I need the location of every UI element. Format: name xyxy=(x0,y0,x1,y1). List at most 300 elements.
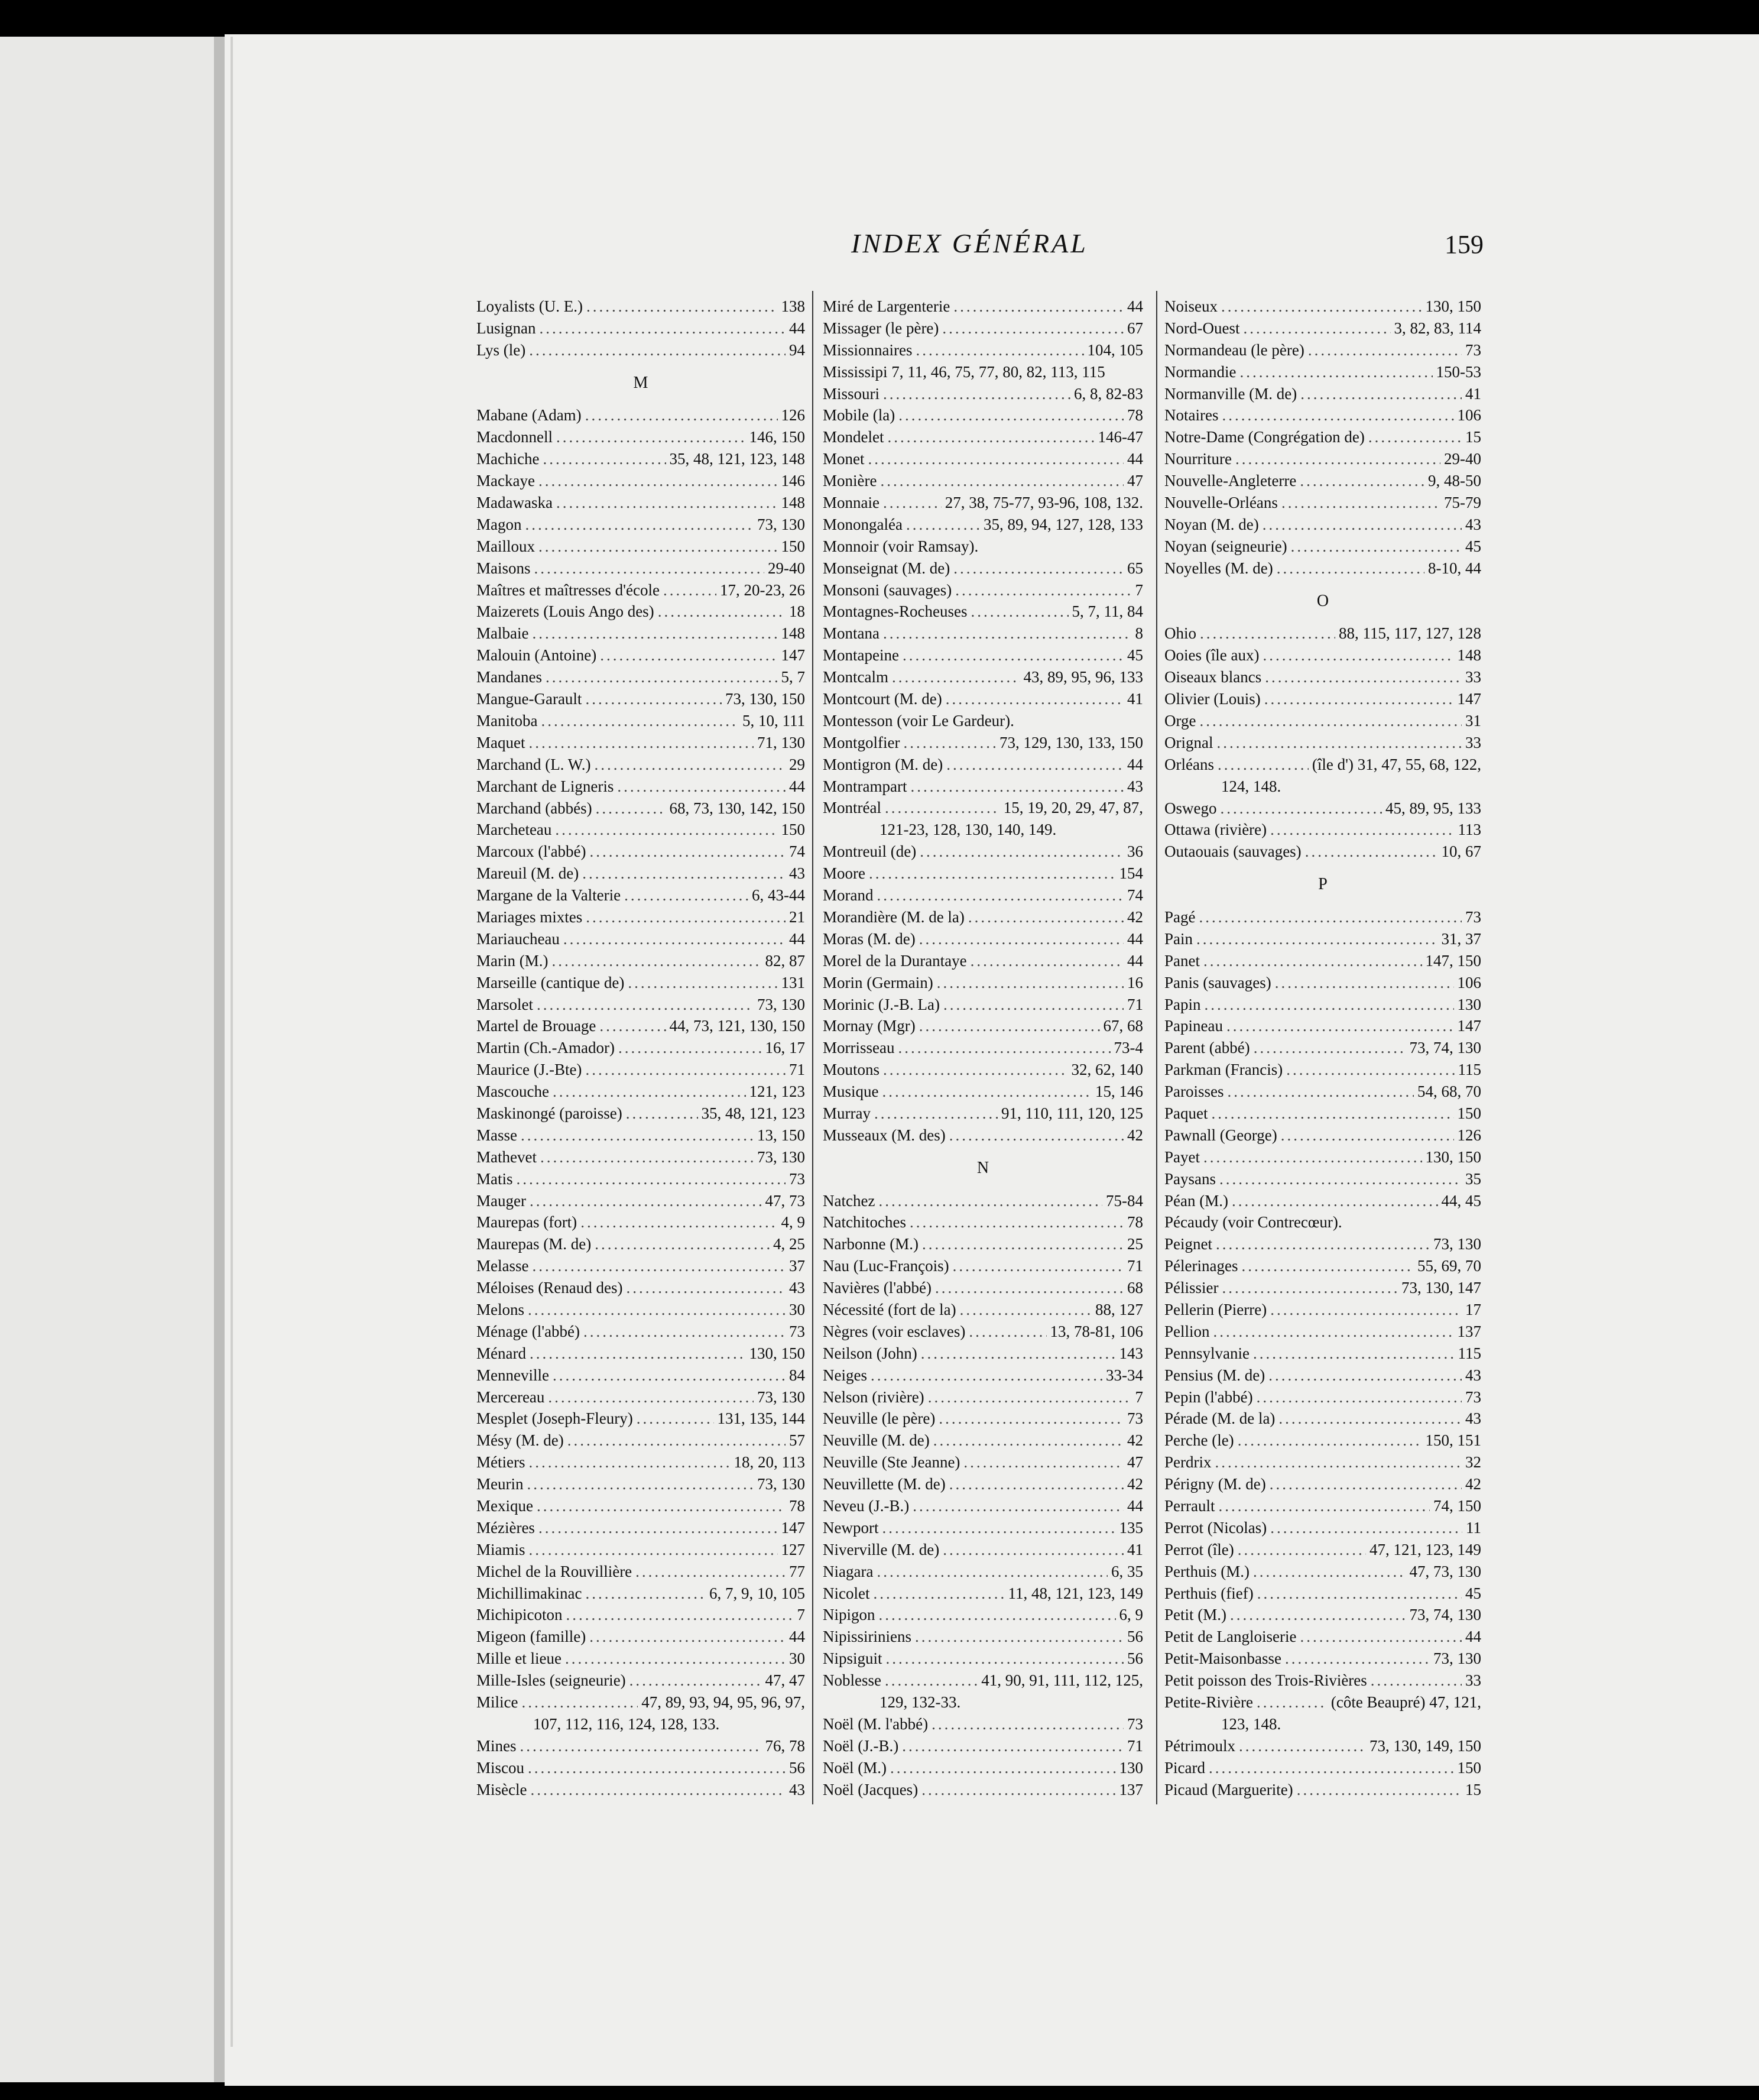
index-entry xyxy=(823,601,1143,623)
leader-dots xyxy=(1219,1168,1462,1190)
index-entry xyxy=(823,797,1143,819)
index-entry xyxy=(1164,666,1481,688)
entry-term: Meurin xyxy=(476,1475,524,1493)
index-entry xyxy=(823,1495,1143,1517)
index-entry xyxy=(823,884,1143,906)
entry-pages: 75-84 xyxy=(1106,1191,1143,1210)
index-entry xyxy=(476,1648,805,1670)
entry-term: Noblesse xyxy=(823,1671,881,1690)
entry-pages: 47, 121, 123, 149 xyxy=(1369,1540,1481,1558)
index-entry xyxy=(476,754,805,776)
leader-dots xyxy=(1300,1626,1462,1648)
entry-term: Mandanes xyxy=(476,668,542,686)
entry-term: Neiges xyxy=(823,1366,867,1384)
entry-pages: 68 xyxy=(1127,1279,1143,1297)
leader-dots xyxy=(1221,296,1422,317)
entry-term: Noël (M.) xyxy=(823,1758,887,1777)
leader-dots xyxy=(585,1583,706,1605)
index-entry xyxy=(1164,383,1481,405)
entry-term: Orge xyxy=(1164,711,1196,730)
entry-pages: 33 xyxy=(1465,733,1481,751)
leader-dots xyxy=(946,688,1124,710)
entry-term: Misècle xyxy=(476,1780,527,1798)
leader-dots xyxy=(1199,906,1462,928)
entry-term: Margane de la Valterie xyxy=(476,886,621,905)
leader-dots xyxy=(1257,1386,1462,1408)
entry-pages: 126 xyxy=(781,406,805,424)
index-entry xyxy=(476,1059,805,1081)
entry-term: Maisons xyxy=(476,559,531,577)
book-gutter xyxy=(214,37,225,2082)
leader-dots xyxy=(1196,928,1437,950)
entry-term: Perche (le) xyxy=(1164,1431,1234,1450)
index-entry xyxy=(1164,688,1481,710)
leader-dots xyxy=(898,1037,1110,1059)
leader-dots xyxy=(1268,1365,1462,1386)
entry-term: Perrot (Nicolas) xyxy=(1164,1518,1267,1537)
entry-term: Manitoba xyxy=(476,711,538,730)
index-entry xyxy=(823,1583,1143,1605)
leader-dots xyxy=(528,1451,730,1473)
index-entry xyxy=(1164,1299,1481,1321)
entry-pages: 44 xyxy=(1127,929,1143,948)
running-head-title: INDEX GÉNÉRAL xyxy=(851,228,1088,258)
index-entry xyxy=(823,579,1143,601)
leader-dots xyxy=(946,754,1124,776)
entry-pages: 68, 73, 130, 142, 150 xyxy=(669,799,805,817)
entry-pages: 21 xyxy=(789,908,805,926)
entry-pages: 104, 105 xyxy=(1087,341,1143,359)
index-entry xyxy=(823,754,1143,776)
entry-term: Milice xyxy=(476,1693,518,1712)
index-entry xyxy=(1164,296,1481,317)
entry-term: Michillimakinac xyxy=(476,1584,582,1602)
entry-pages: 74, 150 xyxy=(1433,1497,1481,1515)
index-entry xyxy=(1164,732,1481,754)
entry-term: Paquet xyxy=(1164,1104,1208,1122)
entry-term: Moutons xyxy=(823,1061,880,1079)
entry-pages: 77 xyxy=(789,1562,805,1580)
index-entry xyxy=(476,798,805,819)
entry-term: Pérade (M. de la) xyxy=(1164,1409,1276,1428)
entry-term: Maskinongé (paroisse) xyxy=(476,1104,622,1122)
entry-pages: 137 xyxy=(1457,1322,1481,1340)
entry-pages: (île d') 31, 47, 55, 68, 122, xyxy=(1312,755,1481,773)
index-entry xyxy=(1164,448,1481,470)
index-entry xyxy=(823,448,1143,470)
entry-term: Papin xyxy=(1164,995,1201,1013)
leader-dots xyxy=(882,1517,1115,1539)
index-entry xyxy=(823,536,1143,558)
leader-dots xyxy=(877,1561,1108,1583)
entry-term: Niverville (M. de) xyxy=(823,1540,940,1558)
entry-pages: 32, 62, 140 xyxy=(1071,1061,1143,1079)
index-entry xyxy=(476,666,805,688)
entry-term: Mauger xyxy=(476,1191,526,1210)
leader-dots xyxy=(1226,1015,1454,1037)
entry-pages: 9, 48-50 xyxy=(1428,472,1481,490)
index-entry xyxy=(476,1299,805,1321)
entry-term: Montagnes-Rocheuses xyxy=(823,602,968,621)
leader-dots xyxy=(1270,1517,1462,1539)
entry-pages: 37 xyxy=(789,1257,805,1275)
entry-pages: 41 xyxy=(1127,1540,1143,1558)
leader-dots xyxy=(626,1103,698,1124)
leader-dots xyxy=(600,644,777,666)
entry-term: Niagara xyxy=(823,1562,874,1580)
leader-dots xyxy=(971,601,1068,623)
index-entry xyxy=(1164,1124,1481,1146)
index-entry xyxy=(476,426,805,448)
leader-dots xyxy=(583,1321,786,1343)
entry-term: Murray xyxy=(823,1104,871,1122)
leader-dots xyxy=(937,972,1124,994)
index-entry xyxy=(823,1626,1143,1648)
leader-dots xyxy=(566,1604,793,1626)
leader-dots xyxy=(916,339,1084,361)
entry-pages: 146-47 xyxy=(1098,428,1143,446)
entry-pages: 150, 151 xyxy=(1425,1431,1481,1450)
index-entry xyxy=(823,928,1143,950)
entry-pages: 3, 82, 83, 114 xyxy=(1394,319,1481,337)
entry-pages: 130, 150 xyxy=(749,1344,805,1362)
entry-term: Mondelet xyxy=(823,428,884,446)
entry-term: Perrault xyxy=(1164,1497,1215,1515)
leader-dots xyxy=(1239,361,1432,383)
entry-pages: 44 xyxy=(1127,951,1143,970)
index-entry xyxy=(476,317,805,339)
entry-pages: 73, 130 xyxy=(1433,1649,1481,1668)
entry-term: Montigron (M. de) xyxy=(823,755,943,773)
entry-pages: 88, 127 xyxy=(1095,1300,1143,1318)
entry-term: Mailloux xyxy=(476,537,535,555)
entry-term: Paroisses xyxy=(1164,1083,1224,1101)
index-entry xyxy=(476,404,805,426)
entry-pages: 78 xyxy=(789,1497,805,1515)
index-entry xyxy=(476,1604,805,1626)
entry-pages: 33-34 xyxy=(1106,1366,1143,1384)
leader-dots xyxy=(874,1103,998,1124)
index-entry xyxy=(1164,1211,1481,1233)
index-entry xyxy=(823,688,1143,710)
index-entry xyxy=(1164,514,1481,536)
index-entry xyxy=(1164,1430,1481,1451)
leader-dots xyxy=(915,1626,1124,1648)
index-column-3 xyxy=(1164,296,1481,1800)
index-entry xyxy=(1164,710,1481,732)
entry-pages: 71 xyxy=(1127,995,1143,1013)
entry-pages: 13, 78-81, 106 xyxy=(1050,1322,1143,1340)
entry-term: Mercereau xyxy=(476,1388,545,1406)
index-entry xyxy=(823,1430,1143,1451)
index-entry xyxy=(476,1365,805,1386)
entry-term: Miscou xyxy=(476,1758,524,1777)
entry-term: Loyalists (U. E.) xyxy=(476,297,583,315)
entry-term: Péan (M.) xyxy=(1164,1191,1228,1210)
index-entry xyxy=(1164,536,1481,558)
leader-dots xyxy=(922,1233,1124,1255)
entry-pages: 137 xyxy=(1119,1780,1143,1798)
entry-term: Orignal xyxy=(1164,733,1213,751)
leader-dots xyxy=(541,710,739,732)
index-entry xyxy=(823,317,1143,339)
index-entry xyxy=(1164,1735,1481,1757)
entry-term: Monsoni (sauvages) xyxy=(823,581,952,599)
column-rule xyxy=(812,291,813,1804)
index-entry xyxy=(823,666,1143,688)
entry-pages: 44 xyxy=(789,319,805,337)
index-entry xyxy=(1164,558,1481,579)
entry-pages: 73 xyxy=(1465,1388,1481,1406)
index-entry xyxy=(1164,1146,1481,1168)
entry-pages: 73, 130 xyxy=(757,515,805,533)
index-entry xyxy=(823,950,1143,972)
entry-term: Madawaska xyxy=(476,494,553,512)
index-entry xyxy=(823,1255,1143,1277)
index-entry xyxy=(476,841,805,863)
index-entry xyxy=(823,558,1143,579)
entry-term: Monnaie xyxy=(823,494,880,512)
entry-pages: 73 xyxy=(1465,908,1481,926)
leader-dots xyxy=(943,994,1124,1016)
entry-term: Montreuil (de) xyxy=(823,842,917,861)
entry-term: Montesson (voir Le Gardeur). xyxy=(823,711,1014,730)
entry-term: Montcalm xyxy=(823,668,888,686)
entry-pages: 73, 130 xyxy=(757,1388,805,1406)
entry-pages: 42 xyxy=(1127,1126,1143,1144)
index-entry xyxy=(476,1670,805,1691)
leader-dots xyxy=(548,1386,754,1408)
leader-dots xyxy=(1281,492,1440,514)
index-entry xyxy=(1164,1190,1481,1212)
entry-term: Nouvelle-Angleterre xyxy=(1164,472,1297,490)
leader-dots xyxy=(971,950,1124,972)
leader-dots xyxy=(537,994,754,1016)
index-entry xyxy=(823,339,1143,361)
entry-term: Miré de Largenterie xyxy=(823,297,950,315)
leader-dots xyxy=(913,1495,1124,1517)
entry-pages: 16 xyxy=(1127,973,1143,991)
index-entry xyxy=(823,404,1143,426)
index-entry xyxy=(1164,1168,1481,1190)
entry-pages: 78 xyxy=(1127,1213,1143,1232)
index-entry xyxy=(476,1430,805,1451)
entry-term: Neilson (John) xyxy=(823,1344,917,1362)
index-entry xyxy=(823,1081,1143,1103)
entry-term: Moras (M. de) xyxy=(823,929,916,948)
entry-pages: 18 xyxy=(789,602,805,621)
index-entry xyxy=(476,1103,805,1124)
entry-term: Morin (Germain) xyxy=(823,973,933,991)
entry-pages: 45 xyxy=(1465,537,1481,555)
entry-pages: 88, 115, 117, 127, 128 xyxy=(1339,624,1481,643)
entry-term: Nipissiriniens xyxy=(823,1628,912,1646)
entry-pages: 15 xyxy=(1465,428,1481,446)
index-entry xyxy=(823,1473,1143,1495)
index-entry xyxy=(476,1233,805,1255)
entry-term: Perrot (île) xyxy=(1164,1540,1234,1558)
leader-dots xyxy=(883,383,1070,405)
index-entry xyxy=(476,1190,805,1212)
entry-term: Méloises (Renaud des) xyxy=(476,1279,623,1297)
column-rule xyxy=(1156,291,1157,1804)
entry-pages: 47, 89, 93, 94, 95, 96, 97, xyxy=(641,1693,805,1712)
entry-term: Petit-Maisonbasse xyxy=(1164,1649,1281,1668)
entry-pages: 5, 7 xyxy=(781,668,805,686)
entry-pages: 6, 8, 82-83 xyxy=(1074,384,1143,403)
leader-dots xyxy=(525,514,754,536)
entry-term: Miamis xyxy=(476,1540,525,1558)
entry-term: Panis (sauvages) xyxy=(1164,973,1271,991)
index-entry xyxy=(823,1211,1143,1233)
index-entry xyxy=(476,1081,805,1103)
leader-dots xyxy=(1277,558,1424,579)
entry-term: Lys (le) xyxy=(476,341,526,359)
index-entry xyxy=(476,1626,805,1648)
leader-dots xyxy=(1205,994,1454,1016)
entry-term: Morand xyxy=(823,886,874,905)
index-entry xyxy=(476,1015,805,1037)
index-entry-continuation xyxy=(1164,1713,1481,1735)
entry-pages: 6, 43-44 xyxy=(752,886,805,905)
entry-pages: 44 xyxy=(789,1628,805,1646)
entry-pages: 121, 123 xyxy=(749,1083,805,1101)
index-entry xyxy=(476,1037,805,1059)
entry-term: Périgny (M. de) xyxy=(1164,1475,1266,1493)
index-entry xyxy=(476,950,805,972)
index-entry xyxy=(823,1517,1143,1539)
leader-dots xyxy=(1265,666,1462,688)
entry-term: Marchand (L. W.) xyxy=(476,755,591,773)
entry-term: Melons xyxy=(476,1300,524,1318)
entry-term: Malouin (Antoine) xyxy=(476,646,597,665)
entry-pages: 150 xyxy=(1457,1104,1481,1122)
index-entry xyxy=(476,906,805,928)
entry-pages: 33 xyxy=(1465,1671,1481,1690)
entry-term: Papineau xyxy=(1164,1017,1223,1035)
entry-pages: 6, 7, 9, 10, 105 xyxy=(709,1584,805,1602)
index-entry xyxy=(476,536,805,558)
leader-dots xyxy=(882,1081,1092,1103)
entry-term: Mareuil (M. de) xyxy=(476,864,579,883)
index-entry xyxy=(476,1211,805,1233)
index-entry xyxy=(1164,623,1481,644)
index-entry-continuation xyxy=(476,1713,805,1735)
entry-term: Maurepas (M. de) xyxy=(476,1235,592,1253)
entry-pages: 47, 73 xyxy=(765,1191,805,1210)
entry-term: Monet xyxy=(823,450,865,468)
entry-term: Neuville (M. de) xyxy=(823,1431,930,1450)
entry-term: Normanville (M. de) xyxy=(1164,384,1297,403)
leader-dots xyxy=(585,688,722,710)
entry-term: Marcheteau xyxy=(476,821,552,839)
index-entry xyxy=(823,1037,1143,1059)
index-entry xyxy=(823,994,1143,1016)
leader-dots xyxy=(556,492,778,514)
leader-dots xyxy=(624,884,748,906)
entry-term: Picaud (Marguerite) xyxy=(1164,1780,1293,1798)
index-entry-continuation xyxy=(823,1691,1143,1713)
entry-pages: 73, 130 xyxy=(757,995,805,1013)
index-entry xyxy=(1164,1648,1481,1670)
index-entry xyxy=(1164,1233,1481,1255)
leader-dots xyxy=(1228,1081,1414,1103)
leader-dots xyxy=(886,1648,1124,1670)
entry-pages: 36 xyxy=(1127,842,1143,861)
entry-term: Maîtres et maîtresses d'école xyxy=(476,581,660,599)
entry-term: Lusignan xyxy=(476,319,536,337)
entry-pages: (côte Beaupré) 47, 121, xyxy=(1330,1693,1481,1712)
leader-dots xyxy=(1222,404,1453,426)
entry-pages: 44 xyxy=(789,929,805,948)
entry-term: Montrampart xyxy=(823,777,907,795)
index-entry xyxy=(1164,1604,1481,1626)
entry-term: Michipicoton xyxy=(476,1606,563,1624)
entry-pages: 29-40 xyxy=(1444,450,1481,468)
leader-dots xyxy=(963,1451,1124,1473)
index-entry xyxy=(476,776,805,798)
index-entry xyxy=(823,863,1143,884)
entry-term: Missager (le père) xyxy=(823,319,939,337)
index-entry xyxy=(1164,317,1481,339)
index-entry xyxy=(823,1408,1143,1430)
entry-term: Pécaudy (voir Contrecœur). xyxy=(1164,1213,1342,1232)
index-entry xyxy=(1164,1626,1481,1648)
index-entry xyxy=(823,1670,1143,1691)
leader-dots xyxy=(953,1255,1124,1277)
index-entry xyxy=(1164,1583,1481,1605)
leader-dots xyxy=(635,1561,786,1583)
index-entry xyxy=(1164,994,1481,1016)
leader-dots xyxy=(1270,819,1454,841)
entry-term: Narbonne (M.) xyxy=(823,1235,919,1253)
entry-term: Mississipi 7, 11, 46, 75, 77, 80, 82, 113, 115 xyxy=(823,362,1105,381)
index-entry xyxy=(823,623,1143,644)
index-entry xyxy=(1164,1321,1481,1343)
entry-term: Maurice (J.-Bte) xyxy=(476,1061,582,1079)
entry-pages: 113 xyxy=(1458,821,1481,839)
entry-term: Nau (Luc-François) xyxy=(823,1257,949,1275)
letter-heading: M xyxy=(633,373,648,392)
entry-pages: 8-10, 44 xyxy=(1428,559,1481,577)
entry-term: Pain xyxy=(1164,929,1193,948)
entry-term: Montréal xyxy=(823,799,881,817)
entry-term: Normandeau (le père) xyxy=(1164,341,1304,359)
leader-dots xyxy=(969,1321,1046,1343)
entry-pages: 130 xyxy=(1457,995,1481,1013)
entry-pages: 74 xyxy=(1127,886,1143,905)
leader-dots xyxy=(546,666,778,688)
index-entry xyxy=(823,1015,1143,1037)
leader-dots xyxy=(528,1757,786,1779)
leader-dots xyxy=(1278,1408,1462,1430)
entry-pages: 138 xyxy=(781,297,805,315)
leader-dots xyxy=(563,928,786,950)
index-entry xyxy=(823,906,1143,928)
entry-pages: 5, 7, 11, 84 xyxy=(1072,602,1143,621)
entry-pages: 43, 89, 95, 96, 133 xyxy=(1023,668,1143,686)
entry-pages: 106 xyxy=(1457,406,1481,424)
index-entry xyxy=(476,1583,805,1605)
leader-dots xyxy=(521,1124,754,1146)
index-entry xyxy=(823,1190,1143,1212)
index-entry xyxy=(476,1277,805,1299)
entry-pages: 73 xyxy=(1465,341,1481,359)
entry-pages: 73 xyxy=(789,1322,805,1340)
leader-dots xyxy=(1239,1735,1366,1757)
entry-term: Outaouais (sauvages) xyxy=(1164,842,1302,861)
entry-pages: 43 xyxy=(1127,777,1143,795)
